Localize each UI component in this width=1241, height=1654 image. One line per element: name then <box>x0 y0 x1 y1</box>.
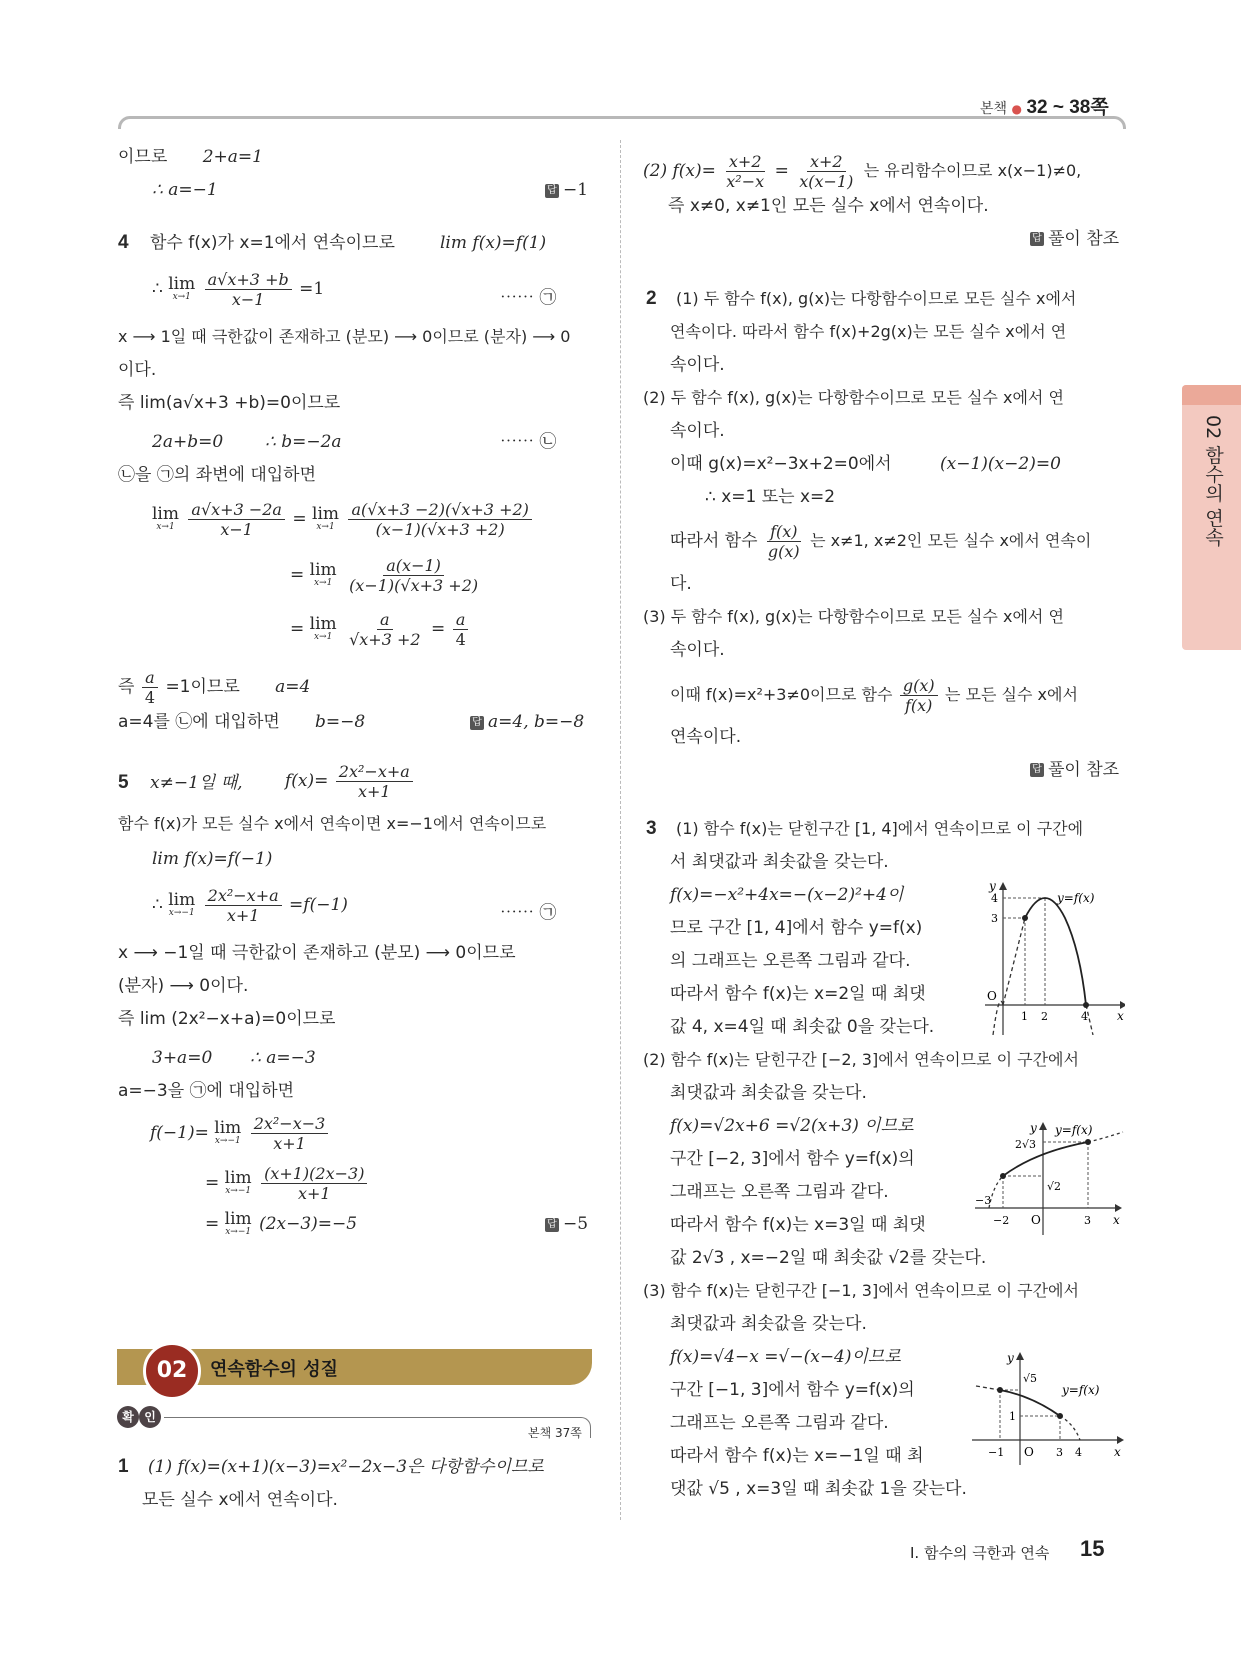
fraction <box>205 886 282 925</box>
p5-eq2: = lim x→−1 $\frac{(x+1)(2x-3)}{x+1}$ <box>205 1164 369 1203</box>
lim: lim x→−1 <box>168 890 196 918</box>
x-tick: 3 <box>1084 1214 1091 1227</box>
p4-line9: a=4를 ㉡에 대입하면 <box>118 712 280 732</box>
origin-label: O <box>1031 1213 1041 1227</box>
denominator: g(x) <box>767 542 800 561</box>
p5-line8b: ∴ a=−3 <box>250 1048 316 1068</box>
q1-line1: (1) f(x)=(x+1)(x−3)=x²−2x−3은 다항함수이므로 <box>148 1457 544 1477</box>
fraction <box>348 500 531 539</box>
x-tick: −1 <box>988 1446 1005 1459</box>
problem-number: 2 <box>646 288 657 309</box>
fraction <box>251 1114 329 1153</box>
q1b-line1: (2) f(x)= $\frac{x+2}{\text{x²−x}}$ = $\frac{x+2}{x(x-1)}$ 는 유리함수이므로 x(x−1)≠0, <box>643 152 1082 191</box>
denominator: x−1 <box>220 520 253 539</box>
section-title: 연속함수의 성질 <box>210 1359 338 1380</box>
p5-line4 <box>152 886 348 925</box>
lim-sub: x→−1 <box>168 908 195 918</box>
q2-b5 <box>670 522 1091 561</box>
answer-icon: 답 <box>1030 232 1044 246</box>
q3-c5: 그래프는 오른쪽 그림과 같다. <box>670 1413 889 1433</box>
lim: lim x→1 <box>152 504 179 532</box>
p4-answer <box>470 711 584 733</box>
q1b-answer <box>1030 228 1119 250</box>
q1-line2: 모든 실수 x에서 연속이다. <box>142 1490 338 1510</box>
q2-b4: ∴ x=1 또는 x=2 <box>705 487 836 507</box>
graph-sqrt-decreasing <box>972 1350 1127 1465</box>
p5-line9: a=−3을 ㉠에 대입하면 <box>118 1081 295 1101</box>
q2-answer <box>1030 759 1119 781</box>
denominator: x+1 <box>226 906 260 925</box>
p4-line8 <box>118 668 310 707</box>
q2-b3-eq: (x−1)(x−2)=0 <box>940 454 1061 474</box>
fraction <box>188 500 285 539</box>
tag-giyeok: ⋯⋯ ㉠ <box>500 903 557 923</box>
p4-line1-lim: lim f(x)=f(1) <box>440 233 547 253</box>
axis-x-label: x <box>1113 1213 1120 1227</box>
numerator: a <box>142 668 158 688</box>
p3-answer <box>545 179 588 201</box>
q1b-line2: 즉 x≠0, x≠1인 모든 실수 x에서 연속이다. <box>668 196 989 216</box>
p5-line2: 함수 f(x)가 모든 실수 x에서 연속이면 x=−1에서 연속이므로 <box>118 814 547 833</box>
fraction <box>142 668 158 707</box>
q3-c7: 댓값 √5 , x=3일 때 최솟값 1을 갖는다. <box>670 1479 967 1499</box>
q2-c3 <box>670 676 1078 715</box>
answer-icon: 답 <box>1030 763 1044 777</box>
tag-nieun: ⋯⋯ ㉡ <box>500 432 557 452</box>
q2-a1: (1) 두 함수 f(x), g(x)는 다항함수이므로 모든 실수 x에서 <box>676 289 1077 308</box>
q3-a7: 값 4, x=4일 때 최솟값 0을 갖는다. <box>670 1017 935 1037</box>
fraction <box>205 270 292 309</box>
numerator: g(x) <box>900 676 938 696</box>
p5-answer-value: −5 <box>563 1214 589 1234</box>
x-tick: −3 <box>975 1194 992 1207</box>
tail: 는 모든 실수 x에서 <box>944 685 1078 704</box>
p3-lead: 이므로 <box>118 147 168 167</box>
p5-answer <box>545 1213 588 1235</box>
lim: lim x→−1 <box>214 1118 242 1146</box>
lim-sub: x→−1 <box>225 1186 252 1196</box>
x-tick: 2 <box>1041 1010 1048 1023</box>
fraction <box>765 522 803 561</box>
p5-line1: x≠−1일 때, <box>150 773 243 793</box>
p4-line9-eq: b=−8 <box>315 712 366 732</box>
y-tick: 3 <box>991 912 998 925</box>
lim-sub: x→1 <box>313 632 333 642</box>
p5-eq1 <box>150 1114 330 1153</box>
q3-b1: (2) 함수 f(x)는 닫힌구간 [−2, 3]에서 연속이므로 이 구간에서 <box>643 1050 1079 1069</box>
lim: lim x→−1 <box>224 1209 252 1237</box>
p5-line8a: 3+a=0 <box>152 1048 213 1068</box>
lim-sub: x→1 <box>316 522 335 532</box>
tail: 는 x≠1, x≠2인 모든 실수 x에서 연속이 <box>810 531 1092 550</box>
denominator: x(x−1) <box>799 172 854 191</box>
numerator: x+2 <box>726 152 765 172</box>
denominator: 4 <box>144 688 156 707</box>
denominator: x−1 <box>231 290 265 309</box>
x-tick: 3 <box>1056 1446 1063 1459</box>
y-tick: √2 <box>1047 1180 1062 1193</box>
lim-sub: x→1 <box>313 578 333 588</box>
denominator: x+1 <box>273 1134 306 1153</box>
lim-sub: x→1 <box>156 522 175 532</box>
lim-sub: x→−1 <box>225 1227 252 1237</box>
page-range: 32 ~ 38쪽 <box>1026 97 1109 118</box>
q3-a6: 따라서 함수 f(x)는 x=2일 때 최댓 <box>670 984 926 1004</box>
problem-number: 3 <box>646 818 657 839</box>
q3-c6: 따라서 함수 f(x)는 x=−1일 때 최 <box>670 1446 924 1466</box>
q3-b7: 값 2√3 , x=−2일 때 최솟값 √2를 갖는다. <box>670 1248 987 1268</box>
q2-a3: 속이다. <box>670 355 725 375</box>
lead: 이때 f(x)=x²+3≠0이므로 함수 <box>670 685 893 704</box>
x-tick: −2 <box>993 1214 1010 1227</box>
therefore-symbol: ∴ <box>152 279 169 299</box>
check-badge <box>117 1406 161 1428</box>
book-label: 본책 <box>980 101 1008 117</box>
lim: lim x→1 <box>312 504 340 532</box>
fraction <box>261 1164 367 1203</box>
column-divider <box>620 140 621 1520</box>
eq: a=4 <box>275 677 311 697</box>
q2-c2: 속이다. <box>670 640 725 660</box>
q2-b2: 속이다. <box>670 421 725 441</box>
y-tick: 4 <box>991 892 998 905</box>
numerator: a(√x+3 −2)(√x+3 +2) <box>348 500 531 520</box>
q3-c3: f(x)=√4−x =√−(x−4)이므로 <box>670 1347 901 1367</box>
header-dot: ● <box>1011 102 1022 116</box>
p4-deriv3: = lim x→1 $\frac{a}{√x+3 +2}$ = $\frac{a}{4}$ <box>290 610 471 649</box>
denominator: x²−x <box>726 172 765 191</box>
q2-c4: 연속이다. <box>670 727 742 747</box>
q2-c1: (3) 두 함수 f(x), g(x)는 다항함수이므로 모든 실수 x에서 연 <box>643 607 1064 626</box>
page-number: 15 <box>1080 1536 1105 1561</box>
denominator: (x−1)(√x+3 +2) <box>349 576 479 595</box>
footer-chapter: Ⅰ. 함수의 극한과 연속 <box>910 1544 1050 1562</box>
p5-line7: 즉 lim (2x²−x+a)=0이므로 <box>118 1009 336 1029</box>
y-tick: 2√3 <box>1015 1138 1037 1151</box>
numerator: 2x²−x+a <box>336 762 413 782</box>
denominator: f(x) <box>904 696 933 715</box>
problem-number: 1 <box>118 1456 129 1477</box>
numerator: x+2 <box>807 152 846 172</box>
q3-c2: 최댓값과 최솟값을 갖는다. <box>670 1314 867 1334</box>
p3-line2: ∴ a=−1 <box>152 180 218 200</box>
y-tick: 1 <box>1009 1410 1016 1423</box>
fraction <box>796 152 856 191</box>
q3-c1: (3) 함수 f(x)는 닫힌구간 [−1, 3]에서 연속이므로 이 구간에서 <box>643 1281 1079 1300</box>
p5-line6: (분자) ⟶ 0이다. <box>118 976 249 996</box>
q3-b3: f(x)=√2x+6 =√2(x+3) 이므로 <box>670 1116 914 1136</box>
expr: (2x−3)=−5 <box>259 1214 358 1234</box>
numerator: a√x+3 −2a <box>188 500 285 520</box>
p5-eq3: = lim x→−1 (2x−3)=−5 <box>205 1209 358 1237</box>
header-rule <box>118 116 1126 129</box>
p4-line2 <box>152 270 324 309</box>
denominator: √x+3 +2 <box>349 630 421 649</box>
rhs: =f(−1) <box>289 895 348 915</box>
check-badge-char: 확 <box>117 1406 139 1428</box>
axis-x-label: x <box>1114 1445 1121 1459</box>
numerator: a <box>453 610 469 630</box>
p3-answer-value: −1 <box>563 180 589 200</box>
p4-line6b: ∴ b=−2a <box>265 432 342 452</box>
p5-line5: x ⟶ −1일 때 극한값이 존재하고 (분모) ⟶ 0이므로 <box>118 943 516 963</box>
p4-l1-text: 함수 f(x)가 x=1에서 연속이므로 <box>150 233 395 253</box>
side-tab-label: 02 함수의 연속 <box>1202 415 1224 547</box>
p4-deriv2: = lim x→1 $\frac{a(x-1)}{(x-1)(√x+3 +2)}$ <box>290 556 483 595</box>
p4-line5: 즉 lim(a√x+3 +b)=0이므로 <box>118 393 341 413</box>
problem-number: 5 <box>118 772 129 793</box>
curve-label: y=f(x) <box>1057 891 1095 905</box>
denominator: x+1 <box>297 1184 331 1203</box>
q3-a1: (1) 함수 f(x)는 닫힌구간 [1, 4]에서 연속이므로 이 구간에 <box>676 819 1084 838</box>
curve-label: y=f(x) <box>1062 1383 1100 1397</box>
lead: 즉 <box>118 677 135 697</box>
lim-sub: x→−1 <box>214 1136 241 1146</box>
numerator: (x+1)(2x−3) <box>261 1164 367 1184</box>
numerator: 2x²−x+a <box>205 886 282 906</box>
page-header <box>980 92 1109 119</box>
p4-answer-value: a=4, b=−8 <box>488 712 585 732</box>
curve-label: y=f(x) <box>1055 1123 1093 1137</box>
p4-line7: ㉡을 ㉠의 좌변에 대입하면 <box>118 465 317 485</box>
p5-line1-fx <box>285 762 415 801</box>
tail: 는 유리함수이므로 x(x−1)≠0, <box>863 161 1082 180</box>
q2-b6: 다. <box>670 574 692 594</box>
rhs: =1 <box>299 279 325 299</box>
q2-b3: 이때 g(x)=x²−3x+2=0에서 <box>670 454 892 474</box>
q3-a2: 서 최댓값과 최솟값을 갖는다. <box>670 852 889 872</box>
lim-sub: x→1 <box>172 292 191 302</box>
axis-y-label: y <box>989 880 996 893</box>
check-rule <box>164 1417 591 1438</box>
answer-icon: 답 <box>470 716 484 730</box>
denominator: (x−1)(√x+3 +2) <box>375 520 505 539</box>
q3-a4: 므로 구간 [1, 4]에서 함수 y=f(x) <box>670 918 923 938</box>
chapter-side-tab <box>1182 385 1241 650</box>
p4-line4: 이다. <box>118 360 157 380</box>
lim: lim x→1 <box>168 274 196 302</box>
p4-deriv1: lim x→1 $\frac{a√x+3 -2a}{x-1}$ = lim x→1 $\frac{a(√x+3 -2)(√x+3 +2)}{(x-1)(√x+3 +2)}$ <box>152 500 534 539</box>
p4-line6a: 2a+b=0 <box>152 432 224 452</box>
x-tick: 4 <box>1075 1446 1082 1459</box>
lim: lim x→1 <box>309 560 337 588</box>
fraction <box>336 762 413 801</box>
denominator: 4 <box>455 630 466 649</box>
lhs: f(−1)= <box>150 1123 209 1143</box>
numerator: a(x−1) <box>383 556 444 576</box>
therefore-symbol: ∴ <box>152 895 169 915</box>
fraction <box>900 676 938 715</box>
q3-b2: 최댓값과 최솟값을 갖는다. <box>670 1083 867 1103</box>
origin-label: O <box>987 989 997 1003</box>
graph-sqrt-increasing <box>975 1120 1125 1235</box>
q2-a2: 연속이다. 따라서 함수 f(x)+2g(x)는 모든 실수 x에서 연 <box>670 322 1067 341</box>
lead: (2) f(x)= <box>643 161 716 181</box>
tag-giyeok: ⋯⋯ ㉠ <box>500 288 557 308</box>
axis-y-label: y <box>1030 1121 1037 1135</box>
fx: f(x)= <box>285 771 329 791</box>
q2-answer-value: 풀이 참조 <box>1048 760 1120 780</box>
q3-a3: f(x)=−x²+4x=−(x−2)²+4이 <box>670 885 904 905</box>
numerator: f(x) <box>767 522 800 542</box>
p4-line3: x ⟶ 1일 때 극한값이 존재하고 (분모) ⟶ 0이므로 (분자) ⟶ 0 <box>118 327 571 346</box>
axis-y-label: y <box>1007 1351 1014 1365</box>
q3-a5: 의 그래프는 오른쪽 그림과 같다. <box>670 951 911 971</box>
lim: lim x→1 <box>309 614 337 642</box>
lim: lim x→−1 <box>224 1168 252 1196</box>
answer-icon: 답 <box>545 184 559 198</box>
p3-eq: 2+a=1 <box>202 147 263 167</box>
numerator: a√x+3 +b <box>205 270 292 290</box>
lead: 따라서 함수 <box>670 531 758 551</box>
fraction <box>723 152 767 191</box>
origin-label: O <box>1024 1445 1034 1459</box>
y-tick: √5 <box>1023 1372 1038 1385</box>
q3-b6: 따라서 함수 f(x)는 x=3일 때 최댓 <box>670 1215 926 1235</box>
q1b-answer-value: 풀이 참조 <box>1048 229 1120 249</box>
q3-c4: 구간 [−1, 3]에서 함수 y=f(x)의 <box>670 1380 915 1400</box>
problem-number: 4 <box>118 232 129 253</box>
p4-line1 <box>150 232 395 254</box>
answer-icon: 답 <box>545 1218 559 1232</box>
numerator: a <box>377 610 393 630</box>
fraction <box>346 556 481 595</box>
q3-b5: 그래프는 오른쪽 그림과 같다. <box>670 1182 889 1202</box>
fraction <box>346 610 423 649</box>
tail: =1이므로 <box>165 677 240 697</box>
section-ref: 본책 37쪽 <box>528 1426 582 1440</box>
denominator: x+1 <box>357 782 391 801</box>
numerator: 2x²−x−3 <box>251 1114 329 1134</box>
fraction <box>453 610 469 649</box>
side-tab-cap <box>1182 385 1241 405</box>
q3-b4: 구간 [−2, 3]에서 함수 y=f(x)의 <box>670 1149 915 1169</box>
x-tick: 1 <box>1021 1010 1028 1023</box>
graph-parabola <box>985 880 1125 1035</box>
q2-b1: (2) 두 함수 f(x), g(x)는 다항함수이므로 모든 실수 x에서 연 <box>643 388 1064 407</box>
axis-x-label: x <box>1117 1009 1124 1023</box>
x-tick: 4 <box>1081 1010 1088 1023</box>
p5-line3: lim f(x)=f(−1) <box>152 849 273 869</box>
check-badge-char: 인 <box>139 1406 161 1428</box>
p3-line1 <box>118 146 263 168</box>
section-number: 02 <box>143 1342 201 1400</box>
